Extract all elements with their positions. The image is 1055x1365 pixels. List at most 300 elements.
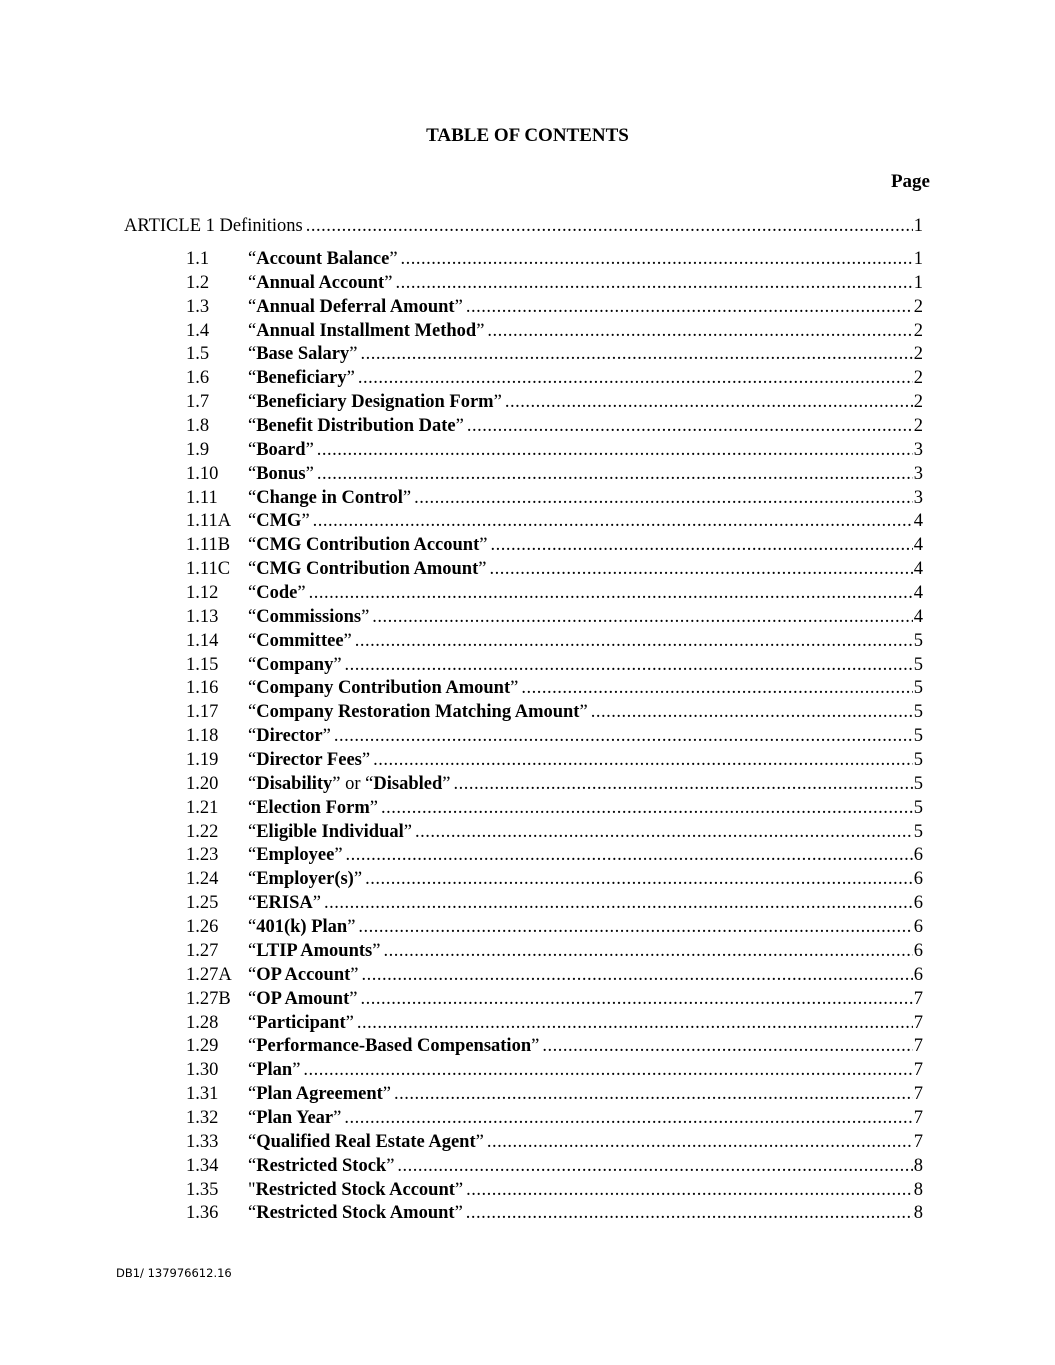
defined-term bbox=[248, 725, 331, 749]
toc-entry[interactable] bbox=[186, 1131, 923, 1155]
toc-entry[interactable] bbox=[186, 272, 923, 296]
section-number: 1.8 bbox=[186, 416, 210, 437]
term-text: CMG Contribution Account bbox=[256, 535, 480, 556]
toc-entry[interactable] bbox=[186, 391, 923, 415]
section-number: 1.32 bbox=[186, 1107, 219, 1128]
dot-leader bbox=[454, 773, 913, 797]
dot-leader bbox=[355, 630, 913, 654]
page-number: 7 bbox=[913, 1131, 923, 1152]
term-text: Annual Installment Method bbox=[256, 320, 477, 341]
defined-term bbox=[248, 558, 486, 582]
defined-term bbox=[248, 439, 314, 463]
dot-leader bbox=[383, 940, 912, 964]
defined-term bbox=[248, 415, 464, 439]
term-text: Code bbox=[256, 583, 298, 604]
open-quote: “ bbox=[248, 726, 257, 747]
section-number: 1.26 bbox=[186, 917, 219, 938]
section-number: 1.3 bbox=[186, 296, 210, 317]
open-quote: “ bbox=[248, 439, 257, 460]
open-quote: “ bbox=[248, 1084, 257, 1105]
page-number: 6 bbox=[913, 893, 923, 914]
open-quote: “ bbox=[248, 917, 257, 938]
close-quote: ” bbox=[305, 439, 314, 460]
close-quote: ” bbox=[333, 654, 342, 675]
section-number: 1.18 bbox=[186, 726, 219, 747]
open-quote: “ bbox=[248, 1155, 257, 1176]
term-text-alt: Disabled bbox=[373, 773, 443, 794]
defined-term bbox=[248, 749, 370, 773]
article-label: ARTICLE 1 Definitions bbox=[124, 216, 303, 236]
page-number: 5 bbox=[913, 726, 923, 747]
close-quote: ” bbox=[386, 1155, 395, 1176]
page-number: 7 bbox=[913, 1084, 923, 1105]
toc-article-entry[interactable] bbox=[124, 214, 923, 238]
toc-entry[interactable] bbox=[186, 1179, 923, 1203]
section-number: 1.11A bbox=[186, 511, 232, 532]
dot-leader bbox=[361, 964, 912, 988]
dot-leader bbox=[358, 916, 912, 940]
defined-term bbox=[248, 463, 314, 487]
term-text: Beneficiary bbox=[256, 368, 347, 389]
toc-entry[interactable] bbox=[186, 463, 923, 487]
term-text: Board bbox=[256, 439, 306, 460]
close-quote: ” bbox=[301, 511, 310, 532]
toc-entry[interactable] bbox=[186, 487, 923, 511]
close-quote: ” bbox=[475, 1131, 484, 1152]
section-number: 1.13 bbox=[186, 606, 219, 627]
term-text: Annual Deferral Amount bbox=[256, 296, 455, 317]
term-text: Restricted Stock Amount bbox=[256, 1203, 455, 1224]
defined-term bbox=[248, 1035, 539, 1059]
page-number: 3 bbox=[913, 463, 923, 484]
close-quote: ” bbox=[361, 750, 371, 771]
open-quote: “ bbox=[248, 416, 257, 437]
page-number: 6 bbox=[913, 964, 923, 985]
dot-leader bbox=[317, 439, 913, 463]
open-quote: “ bbox=[248, 606, 257, 627]
close-quote: ” bbox=[479, 535, 488, 556]
defined-term bbox=[248, 1059, 300, 1083]
close-quote: ” or “ bbox=[332, 773, 374, 794]
toc-entry[interactable] bbox=[186, 964, 923, 988]
page-number: 8 bbox=[913, 1179, 923, 1200]
toc-entry[interactable] bbox=[186, 510, 923, 534]
term-text: Director bbox=[256, 726, 323, 747]
close-quote: ” bbox=[345, 1012, 354, 1033]
open-quote: “ bbox=[248, 296, 257, 317]
dot-leader bbox=[373, 749, 913, 773]
dot-leader bbox=[490, 534, 912, 558]
term-text: Company bbox=[256, 654, 334, 675]
close-quote: ” bbox=[493, 392, 502, 413]
page-number: 8 bbox=[913, 1155, 923, 1176]
defined-term bbox=[248, 582, 306, 606]
defined-term bbox=[248, 248, 398, 272]
page-number: 5 bbox=[913, 654, 923, 675]
toc-entry[interactable] bbox=[186, 439, 923, 463]
toc-entry[interactable] bbox=[186, 725, 923, 749]
page-number: 4 bbox=[913, 511, 923, 532]
page-number: 7 bbox=[913, 1107, 923, 1128]
term-text: Election Form bbox=[256, 797, 370, 818]
defined-term bbox=[248, 964, 358, 988]
toc-entry[interactable] bbox=[186, 940, 923, 964]
dot-leader bbox=[466, 1179, 913, 1203]
close-quote: ” bbox=[349, 988, 358, 1009]
toc-entry[interactable] bbox=[186, 916, 923, 940]
defined-term bbox=[248, 391, 502, 415]
toc-entry[interactable] bbox=[186, 558, 923, 582]
toc-entry[interactable] bbox=[186, 868, 923, 892]
section-number: 1.1 bbox=[186, 249, 210, 269]
section-number: 1.33 bbox=[186, 1131, 219, 1152]
defined-term bbox=[248, 296, 463, 320]
open-quote: “ bbox=[248, 678, 257, 699]
section-number: 1.11C bbox=[186, 559, 231, 580]
section-number: 1.17 bbox=[186, 702, 219, 723]
dot-leader bbox=[401, 248, 913, 272]
section-number: 1.27B bbox=[186, 988, 231, 1009]
dot-leader bbox=[487, 320, 912, 344]
page-number: 2 bbox=[913, 344, 923, 365]
term-text: Benefit Distribution Date bbox=[256, 416, 456, 437]
section-number: 1.30 bbox=[186, 1060, 219, 1081]
term-text: 401(k) Plan bbox=[256, 917, 348, 938]
close-quote: ” bbox=[312, 893, 321, 914]
page-number: 4 bbox=[913, 606, 923, 627]
defined-term bbox=[248, 844, 343, 868]
term-text: Plan Year bbox=[256, 1107, 334, 1128]
dot-leader bbox=[467, 415, 913, 439]
open-quote: “ bbox=[248, 821, 257, 842]
term-text: Restricted Stock bbox=[256, 1155, 387, 1176]
section-number: 1.15 bbox=[186, 654, 219, 675]
close-quote: ” bbox=[579, 702, 588, 723]
toc-entry[interactable] bbox=[186, 1012, 923, 1036]
toc-entry[interactable] bbox=[186, 677, 923, 701]
close-quote: ” bbox=[454, 296, 463, 317]
page-number: 5 bbox=[913, 797, 923, 818]
section-number: 1.19 bbox=[186, 750, 219, 771]
toc-entry[interactable] bbox=[186, 1035, 923, 1059]
article-page-number: 1 bbox=[913, 216, 923, 236]
defined-term bbox=[248, 630, 352, 654]
term-text: Change in Control bbox=[256, 487, 403, 508]
section-number: 1.21 bbox=[186, 797, 219, 818]
term-text: OP Amount bbox=[256, 988, 350, 1009]
toc-entry-list bbox=[186, 248, 923, 1226]
defined-term bbox=[248, 1083, 391, 1107]
defined-term bbox=[248, 367, 355, 391]
term-text: Restricted Stock Account bbox=[255, 1179, 455, 1200]
toc-entry[interactable] bbox=[186, 749, 923, 773]
open-quote: “ bbox=[248, 392, 257, 413]
dot-leader bbox=[381, 797, 913, 821]
term-text: Commissions bbox=[256, 606, 362, 627]
page-number: 5 bbox=[913, 821, 923, 842]
dot-leader bbox=[346, 844, 913, 868]
close-quote: ” bbox=[334, 845, 343, 866]
defined-term bbox=[248, 343, 357, 367]
close-quote: ” bbox=[347, 917, 356, 938]
close-quote: ” bbox=[369, 797, 378, 818]
open-quote: “ bbox=[248, 272, 257, 293]
open-quote: “ bbox=[248, 320, 257, 341]
close-quote: ” bbox=[346, 368, 355, 389]
dot-leader bbox=[313, 510, 913, 534]
open-quote: “ bbox=[248, 535, 257, 556]
defined-term bbox=[248, 701, 588, 725]
term-text: CMG bbox=[256, 511, 302, 532]
toc-entry[interactable] bbox=[186, 844, 923, 868]
section-number: 1.29 bbox=[186, 1036, 219, 1057]
term-text: Performance-Based Compensation bbox=[256, 1036, 532, 1057]
page-number: 7 bbox=[913, 1012, 923, 1033]
close-quote: ” bbox=[389, 249, 398, 269]
term-text: Account Balance bbox=[256, 249, 390, 269]
page-number: 6 bbox=[913, 940, 923, 961]
dot-leader bbox=[345, 654, 913, 678]
section-number: 1.14 bbox=[186, 630, 219, 651]
defined-term bbox=[248, 1202, 463, 1226]
section-number: 1.5 bbox=[186, 344, 210, 365]
dot-leader bbox=[489, 558, 912, 582]
page-number: 4 bbox=[913, 583, 923, 604]
page-number: 4 bbox=[913, 559, 923, 580]
dot-leader bbox=[521, 677, 912, 701]
open-quote: “ bbox=[248, 797, 257, 818]
dot-leader bbox=[487, 1131, 913, 1155]
dot-leader bbox=[395, 272, 912, 296]
dot-leader bbox=[306, 214, 913, 238]
defined-term bbox=[248, 534, 487, 558]
defined-term bbox=[248, 1155, 394, 1179]
dot-leader bbox=[372, 606, 912, 630]
toc-entry[interactable] bbox=[186, 701, 923, 725]
defined-term bbox=[248, 487, 411, 511]
term-text: Director Fees bbox=[256, 750, 362, 771]
page-number: 6 bbox=[913, 917, 923, 938]
term-text: Company Contribution Amount bbox=[256, 678, 511, 699]
open-quote: “ bbox=[248, 1131, 257, 1152]
close-quote: ” bbox=[382, 1084, 392, 1105]
defined-term bbox=[248, 892, 321, 916]
open-quote: “ bbox=[248, 1107, 257, 1128]
close-quote: ” bbox=[292, 1060, 301, 1081]
page-number: 2 bbox=[913, 416, 923, 437]
page-number: 8 bbox=[913, 1203, 923, 1224]
section-number: 1.10 bbox=[186, 463, 219, 484]
term-text: Employer(s) bbox=[256, 869, 354, 890]
defined-term bbox=[248, 654, 342, 678]
close-quote: ” bbox=[454, 1203, 463, 1224]
term-text: OP Account bbox=[256, 964, 351, 985]
close-quote-alt: ” bbox=[442, 773, 451, 794]
term-text: LTIP Amounts bbox=[256, 940, 373, 961]
term-text: Plan Agreement bbox=[256, 1084, 383, 1105]
section-number: 1.24 bbox=[186, 869, 219, 890]
defined-term bbox=[248, 940, 380, 964]
open-quote: “ bbox=[248, 845, 257, 866]
dot-leader bbox=[357, 1012, 913, 1036]
dot-leader bbox=[324, 892, 913, 916]
open-quote: “ bbox=[248, 583, 257, 604]
open-quote: “ bbox=[248, 487, 257, 508]
section-number: 1.25 bbox=[186, 893, 219, 914]
page-number: 3 bbox=[913, 439, 923, 460]
toc-title: TABLE OF CONTENTS bbox=[426, 125, 629, 146]
defined-term bbox=[248, 988, 357, 1012]
close-quote: ” bbox=[402, 487, 412, 508]
section-number: 1.11B bbox=[186, 535, 231, 556]
page-number: 2 bbox=[913, 392, 923, 413]
page-column-heading: Page bbox=[890, 171, 930, 192]
close-quote: ” bbox=[322, 726, 331, 747]
dot-leader bbox=[360, 343, 912, 367]
toc-entry[interactable] bbox=[186, 248, 923, 272]
close-quote: ” bbox=[350, 964, 359, 985]
close-quote: ” bbox=[333, 1107, 342, 1128]
toc-entry[interactable] bbox=[186, 367, 923, 391]
close-quote: ” bbox=[343, 630, 352, 651]
toc-entry[interactable] bbox=[186, 582, 923, 606]
defined-term bbox=[248, 606, 369, 630]
defined-term bbox=[248, 1179, 463, 1203]
close-quote: ” bbox=[455, 416, 464, 437]
open-quote: “ bbox=[248, 988, 257, 1009]
document-id-footer: DB1/ 137976612.16 bbox=[116, 1266, 232, 1280]
toc-entry[interactable] bbox=[186, 320, 923, 344]
section-number: 1.35 bbox=[186, 1179, 219, 1200]
page-number: 6 bbox=[913, 869, 923, 890]
section-number: 1.12 bbox=[186, 583, 219, 604]
dot-leader bbox=[415, 821, 913, 845]
defined-term bbox=[248, 320, 484, 344]
toc-entry[interactable] bbox=[186, 534, 923, 558]
close-quote: ” bbox=[403, 821, 412, 842]
section-number: 1.27A bbox=[186, 964, 232, 985]
page-number: 5 bbox=[913, 630, 923, 651]
toc-entry[interactable] bbox=[186, 415, 923, 439]
defined-term bbox=[248, 1012, 354, 1036]
term-text: CMG Contribution Amount bbox=[256, 559, 479, 580]
defined-term bbox=[248, 797, 378, 821]
term-text: Base Salary bbox=[256, 344, 350, 365]
close-quote: ” bbox=[372, 940, 381, 961]
page-number: 5 bbox=[913, 773, 923, 794]
open-quote: “ bbox=[248, 893, 257, 914]
dot-leader bbox=[542, 1035, 912, 1059]
page-number: 1 bbox=[913, 249, 923, 269]
section-number: 1.27 bbox=[186, 940, 219, 961]
toc-entry[interactable] bbox=[186, 343, 923, 367]
section-number: 1.34 bbox=[186, 1155, 219, 1176]
open-quote: “ bbox=[248, 964, 257, 985]
toc-entry[interactable] bbox=[186, 1155, 923, 1179]
open-quote: “ bbox=[248, 702, 257, 723]
section-number: 1.7 bbox=[186, 392, 210, 413]
section-number: 1.31 bbox=[186, 1084, 219, 1105]
dot-leader bbox=[309, 582, 913, 606]
page-number: 7 bbox=[913, 1060, 923, 1081]
section-number: 1.6 bbox=[186, 368, 210, 389]
term-text: Participant bbox=[256, 1012, 346, 1033]
page-number: 5 bbox=[913, 702, 923, 723]
page-number: 2 bbox=[913, 320, 923, 341]
defined-term bbox=[248, 821, 412, 845]
section-number: 1.2 bbox=[186, 272, 210, 293]
page-number: 3 bbox=[913, 487, 923, 508]
dot-leader bbox=[358, 367, 913, 391]
dot-leader bbox=[466, 296, 913, 320]
open-quote: “ bbox=[248, 1036, 257, 1057]
page-number: 6 bbox=[913, 845, 923, 866]
dot-leader bbox=[591, 701, 913, 725]
defined-term bbox=[248, 1107, 341, 1131]
term-text: Plan bbox=[256, 1060, 293, 1081]
page-number: 7 bbox=[913, 988, 923, 1009]
open-quote: “ bbox=[248, 368, 257, 389]
open-quote: “ bbox=[248, 344, 257, 365]
close-quote: ” bbox=[353, 869, 363, 890]
dot-leader bbox=[317, 463, 913, 487]
open-quote: “ bbox=[248, 869, 257, 890]
open-quote: “ bbox=[248, 559, 257, 580]
close-quote: ” bbox=[384, 272, 393, 293]
defined-term bbox=[248, 510, 310, 534]
term-text: Disability bbox=[256, 773, 333, 794]
toc-entry[interactable] bbox=[186, 821, 923, 845]
section-number: 1.9 bbox=[186, 439, 210, 460]
toc-entry[interactable] bbox=[186, 296, 923, 320]
toc-entry[interactable] bbox=[186, 1202, 923, 1226]
dot-leader bbox=[394, 1083, 913, 1107]
open-quote: “ bbox=[248, 463, 257, 484]
defined-term bbox=[248, 272, 392, 296]
toc-entry[interactable] bbox=[186, 1059, 923, 1083]
defined-term bbox=[248, 773, 451, 797]
term-text: Annual Account bbox=[256, 272, 385, 293]
toc-entry[interactable] bbox=[186, 892, 923, 916]
dot-leader bbox=[344, 1107, 912, 1131]
dot-leader bbox=[505, 391, 913, 415]
toc-entry[interactable] bbox=[186, 606, 923, 630]
page-number: 1 bbox=[913, 272, 923, 293]
dot-leader bbox=[365, 868, 913, 892]
dot-leader bbox=[414, 487, 913, 511]
toc-entry[interactable] bbox=[186, 797, 923, 821]
close-quote: ” bbox=[454, 1179, 464, 1200]
close-quote: ” bbox=[531, 1036, 540, 1057]
toc-entry[interactable] bbox=[186, 773, 923, 797]
close-quote: ” bbox=[305, 463, 314, 484]
defined-term bbox=[248, 1131, 484, 1155]
term-text: Qualified Real Estate Agent bbox=[256, 1131, 476, 1152]
term-text: Employee bbox=[256, 845, 335, 866]
toc-entry[interactable] bbox=[186, 1107, 923, 1131]
dot-leader bbox=[397, 1155, 912, 1179]
page-number: 7 bbox=[913, 1036, 923, 1057]
open-quote: " bbox=[248, 1179, 256, 1200]
toc-entry[interactable] bbox=[186, 654, 923, 678]
toc-entry[interactable] bbox=[186, 630, 923, 654]
toc-entry[interactable] bbox=[186, 1083, 923, 1107]
open-quote: “ bbox=[248, 750, 257, 771]
toc-entry[interactable] bbox=[186, 988, 923, 1012]
open-quote: “ bbox=[248, 1060, 257, 1081]
open-quote: “ bbox=[248, 1012, 257, 1033]
page-number: 5 bbox=[913, 678, 923, 699]
